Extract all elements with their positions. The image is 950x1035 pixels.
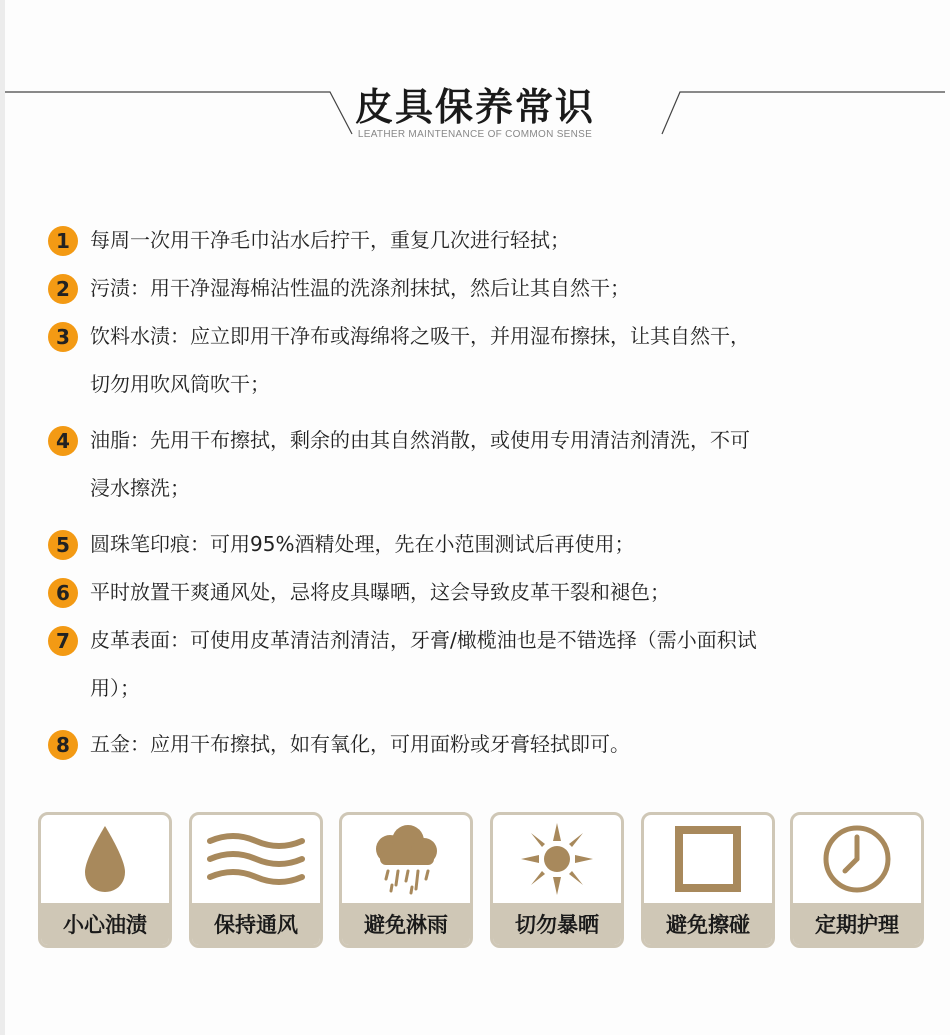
sun-icon [519, 821, 595, 897]
clock-icon [821, 823, 893, 895]
card-label: 保持通风 [192, 903, 320, 945]
card-care [790, 812, 924, 948]
tip-item [48, 320, 788, 408]
rain-cloud-icon [368, 823, 444, 895]
tip-text: 五金：应用干布擦拭，如有氧化，可用面粉或牙膏轻拭即可。 [90, 732, 630, 756]
tip-text: 每周一次用干净毛巾沾水后拧干，重复几次进行轻拭； [90, 228, 570, 252]
tip-number-badge: 5 [48, 530, 78, 560]
tip-item [48, 576, 788, 608]
tip-number-badge: 4 [48, 426, 78, 456]
tip-text: 平时放置干爽通风处，忌将皮具曝晒，这会导致皮革干裂和褪色； [90, 580, 670, 604]
tip-text: 圆珠笔印痕：可用95%酒精处理，先在小范围测试后再使用； [90, 532, 635, 556]
tip-item [48, 528, 788, 560]
tip-item [48, 424, 788, 512]
tip-number-badge: 6 [48, 578, 78, 608]
tip-text: 油脂：先用干布擦拭，剩余的由其自然消散，或使用专用清洁剂清洗，不可浸水擦洗； [90, 428, 750, 500]
tips-list [48, 224, 788, 776]
header [0, 0, 950, 160]
tip-item [48, 624, 788, 712]
page-subtitle: LEATHER MAINTENANCE OF COMMON SENSE [357, 129, 593, 140]
tip-number-badge: 2 [48, 274, 78, 304]
tip-number-badge: 7 [48, 626, 78, 656]
card-label: 小心油渍 [41, 903, 169, 945]
wind-icon [206, 831, 306, 887]
card-label: 避免擦碰 [644, 903, 772, 945]
card-scratch [641, 812, 775, 948]
card-oil [38, 812, 172, 948]
tip-item [48, 272, 788, 304]
card-rain [339, 812, 473, 948]
card-label: 切勿暴晒 [493, 903, 621, 945]
square-frame-icon [675, 826, 741, 892]
tip-number-badge: 8 [48, 730, 78, 760]
tip-number-badge: 1 [48, 226, 78, 256]
tip-text: 饮料水渍：应立即用干净布或海绵将之吸干，并用湿布擦抹，让其自然干，切勿用吹风筒吹干； [90, 324, 750, 396]
card-ventilation [189, 812, 323, 948]
care-icon-cards [38, 812, 926, 952]
tip-item [48, 224, 788, 256]
card-label: 定期护理 [793, 903, 921, 945]
page-title: 皮具保养常识 [354, 85, 595, 129]
card-sun [490, 812, 624, 948]
tip-text: 污渍：用干净湿海棉沾性温的洗涤剂抹拭，然后让其自然干； [90, 276, 630, 300]
tip-item [48, 728, 788, 760]
oil-drop-icon [75, 824, 135, 894]
tip-text: 皮革表面：可使用皮革清洁剂清洁，牙膏/橄榄油也是不错选择（需小面积试用）； [90, 628, 757, 700]
card-label: 避免淋雨 [342, 903, 470, 945]
tip-number-badge: 3 [48, 322, 78, 352]
